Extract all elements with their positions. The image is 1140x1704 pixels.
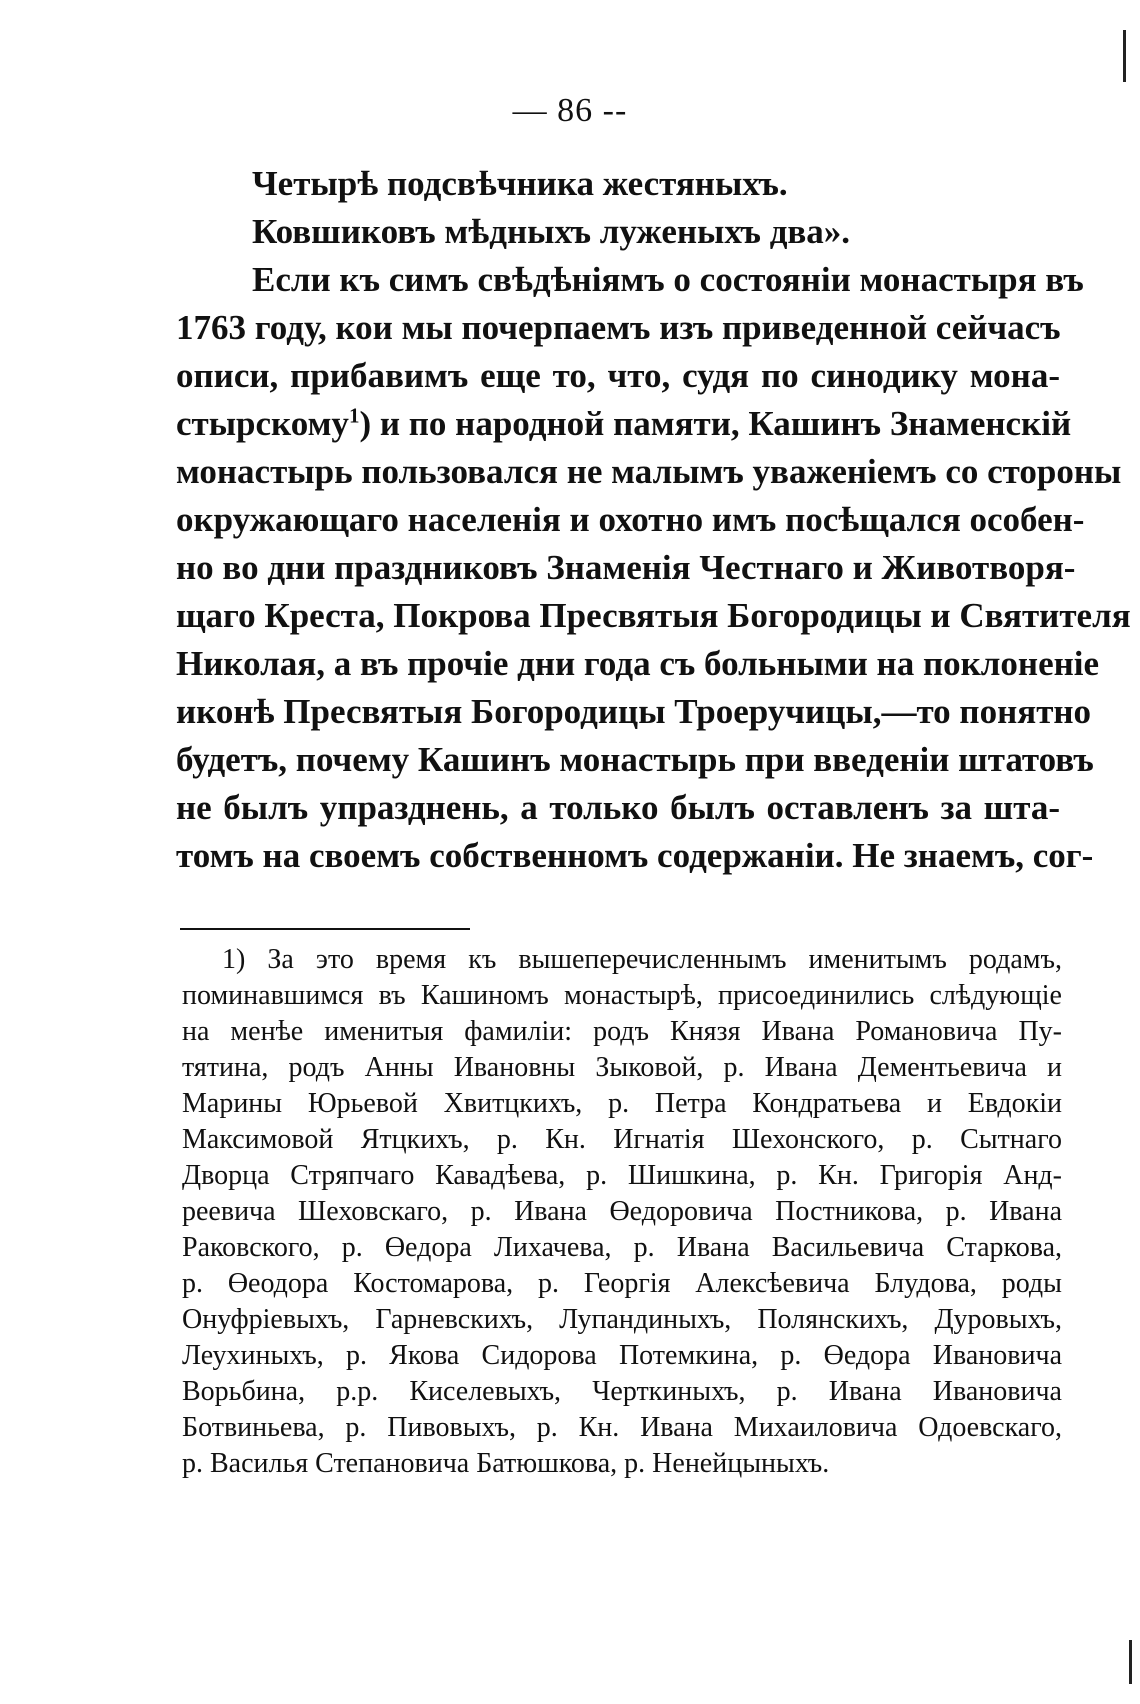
text-line: Ковшиковъ мѣдныхъ луженыхъ два». [252, 212, 851, 251]
footnote-line: р. Өеодора Костомарова, р. Георгія Алексѣевича Блудова, роды [182, 1268, 1062, 1299]
text-fragment: стырскому [176, 404, 349, 443]
text-line: Николая, а въ прочіе дни года съ больными на поклоненіе [176, 644, 1100, 683]
footnote-divider [180, 928, 470, 930]
footnote-line: поминавшимся въ Кашиномъ монастырѣ, присоединились слѣдующіе [182, 980, 1062, 1011]
main-text [176, 160, 1131, 880]
footnote-line: реевича Шеховскаго, р. Ивана Өедоровича Постникова, р. Ивана [182, 1196, 1062, 1227]
footnote-line: Онуфріевыхъ, Гарневскихъ, Лупандиныхъ, Полянскихъ, Дуровыхъ, [182, 1304, 1062, 1335]
text-fragment: ) и по народной памяти, Кашинъ Знаменскій [359, 404, 1072, 443]
footnote-line: р. Василья Степановича Батюшкова, р. Ненейцыныхъ. [182, 1448, 830, 1479]
text-line: 1763 году, кои мы почерпаемъ изъ приведенной сейчасъ [176, 308, 1061, 347]
text-line: томъ на своемъ собственномъ содержаніи. Не знаемъ, сог- [176, 836, 1094, 875]
text-line: иконѣ Пресвятыя Богородицы Троеручицы,—то понятно [176, 692, 1092, 731]
text-line: щаго Креста, Покрова Пресвятыя Богородицы и Святителя [176, 596, 1131, 635]
footnote-line: Дворца Стряпчаго Кавадѣева, р. Шишкина, р. Кн. Григорія Анд- [182, 1160, 1062, 1191]
text-line: не былъ упразднень, а только былъ оставленъ за шта- [176, 788, 1060, 827]
footnote [182, 942, 1062, 1482]
footnote-line: на менѣе именитыя фамиліи: родъ Князя Ивана Романовича Пу- [182, 1016, 1062, 1047]
footnote-line: Ботвиньева, р. Пивовыхъ, р. Кн. Ивана Михаиловича Одоевскаго, [182, 1412, 1062, 1443]
text-line: окружающаго населенія и охотно имъ посѣщался особен- [176, 500, 1085, 539]
text-line [176, 400, 1072, 448]
footnote-line: 1) За это время къ вышеперечисленнымъ именитымъ родамъ, [222, 944, 1062, 975]
footnote-line: тятина, родъ Анны Ивановны Зыковой, р. Ивана Дементьевича и [182, 1052, 1062, 1083]
footnote-line: Ворьбина, р.р. Киселевыхъ, Черткиныхъ, р. Ивана Ивановича [182, 1376, 1062, 1407]
footnote-marker: 1 [348, 403, 360, 428]
footnote-line: Марины Юрьевой Хвитцкихъ, р. Петра Кондратьева и Евдокіи [182, 1088, 1062, 1119]
text-line: но во дни праздниковъ Знаменія Честнаго и Животворя- [176, 548, 1076, 587]
text-line: монастырь пользовался не малымъ уваженіемъ со стороны [176, 452, 1122, 491]
text-line: описи, прибавимъ еще то, что, судя по синодику мона- [176, 356, 1060, 395]
scan-edge-mark [1123, 30, 1126, 82]
text-line: будетъ, почему Кашинъ монастырь при введеніи штатовъ [176, 740, 1094, 779]
text-line: Четырѣ подсвѣчника жестяныхъ. [252, 164, 788, 203]
page-number: — 86 -- [512, 92, 628, 129]
text-line: Если къ симъ свѣдѣніямъ о состояніи монастыря въ [252, 260, 1084, 299]
footnote-line: Раковского, р. Өедора Лихачева, р. Ивана Васильевича Старкова, [182, 1232, 1062, 1263]
scan-edge-mark [1129, 1640, 1132, 1684]
footnote-line: Леухиныхъ, р. Якова Сидорова Потемкина, р. Өедора Ивановича [182, 1340, 1062, 1371]
footnote-line: Максимовой Ятцкихъ, р. Кн. Игнатія Шехонского, р. Сытнаго [182, 1124, 1062, 1155]
